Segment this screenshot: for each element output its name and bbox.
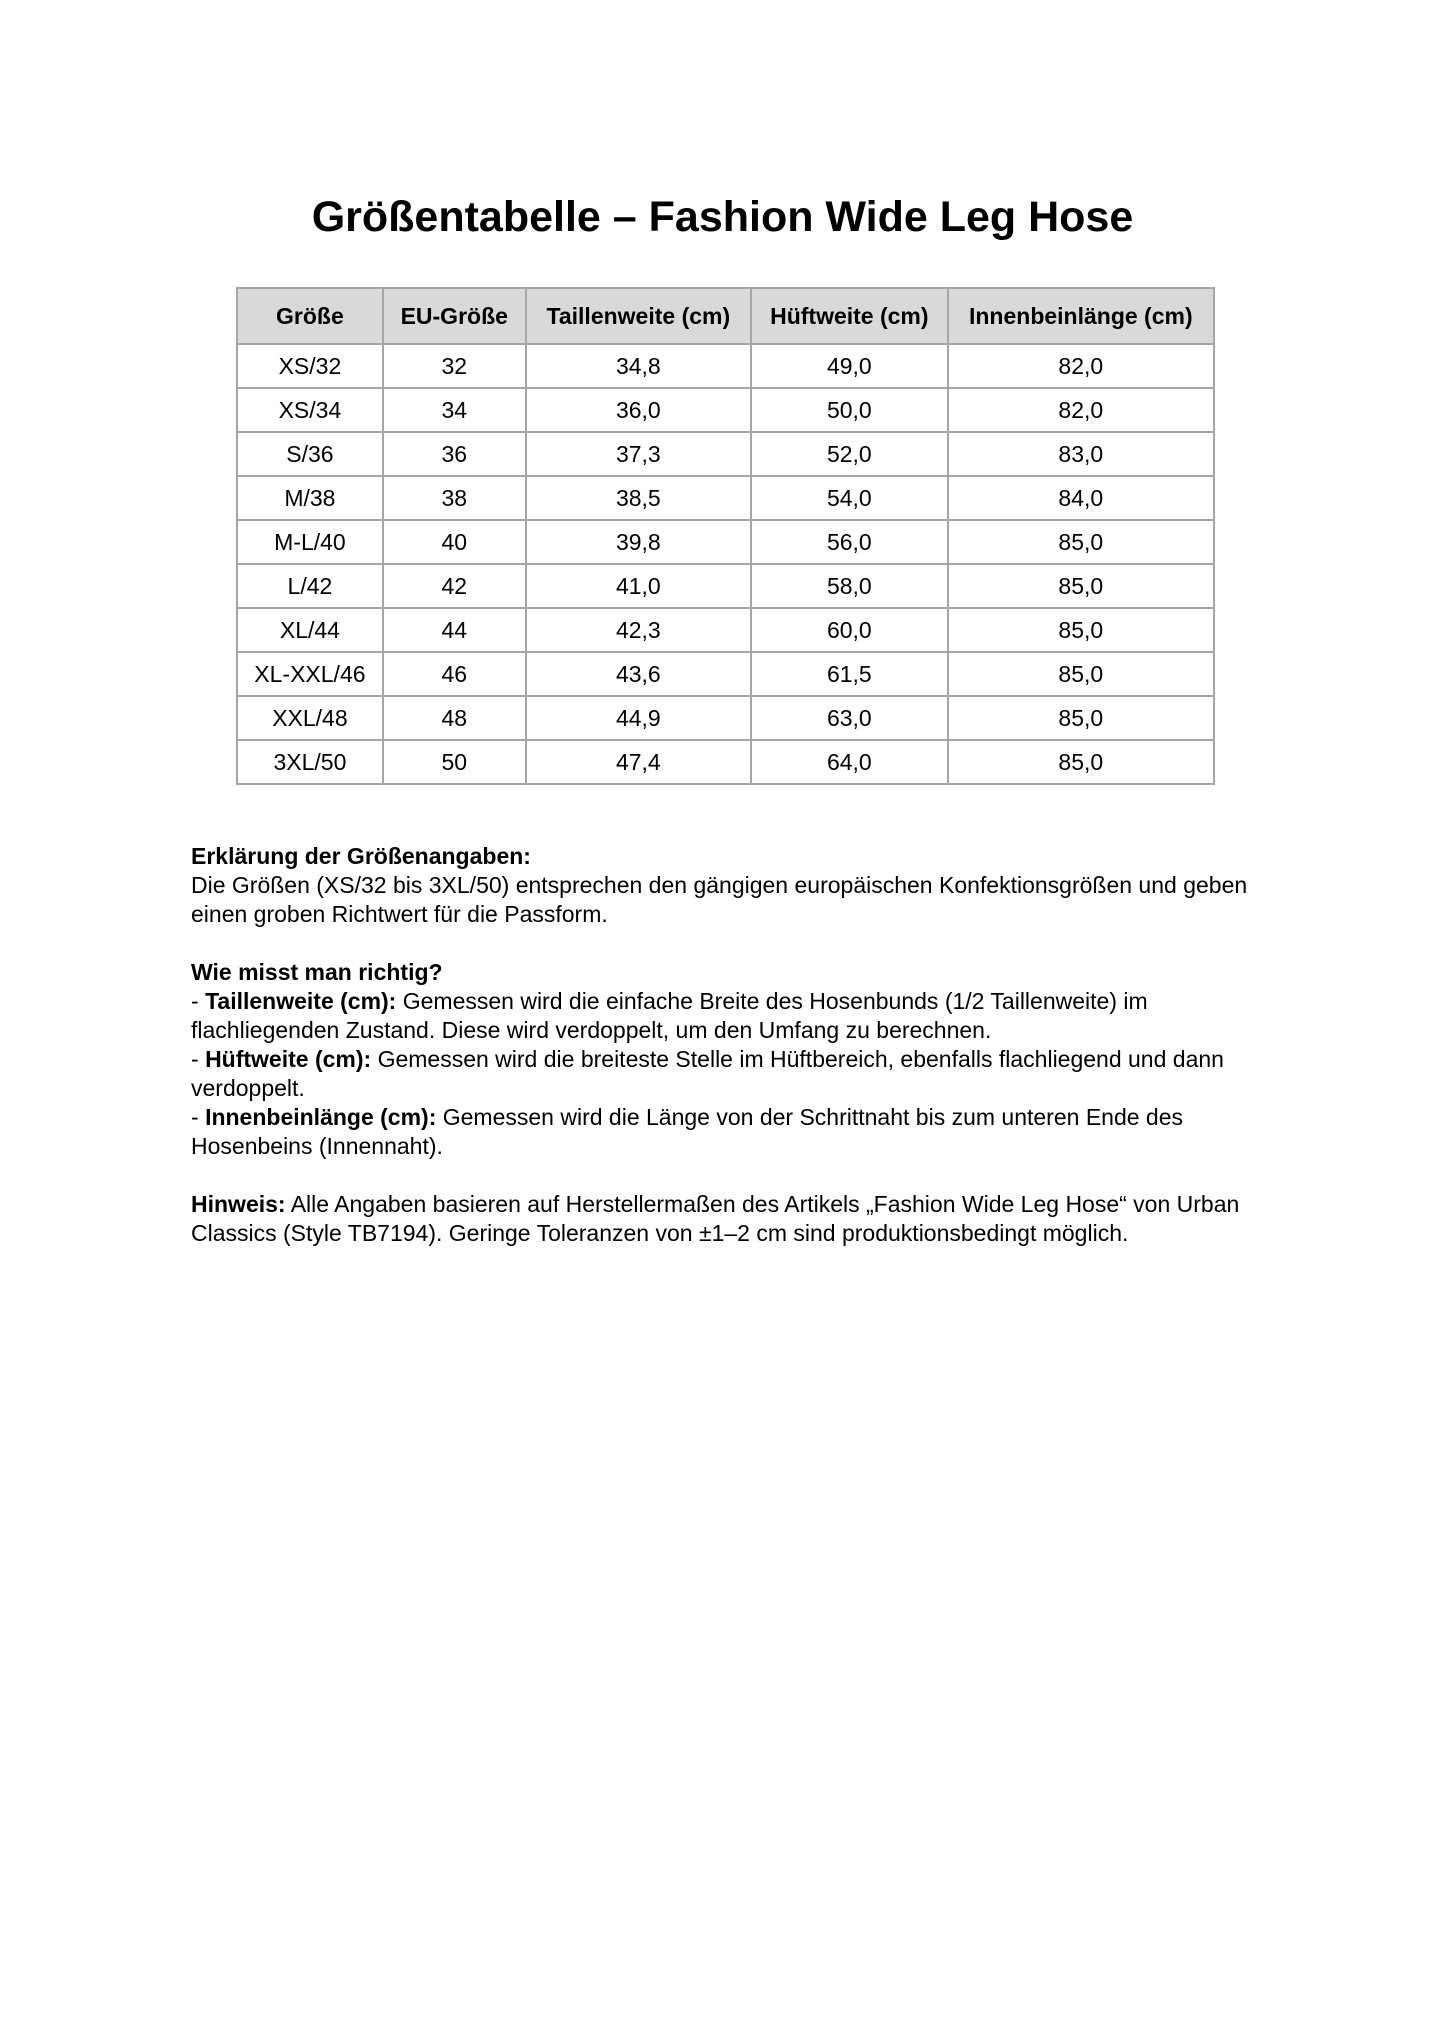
cell-hip: 49,0 [751, 344, 948, 388]
cell-size: L/42 [237, 564, 383, 608]
cell-hip: 52,0 [751, 432, 948, 476]
table-row [237, 476, 1214, 520]
cell-waist: 44,9 [526, 696, 751, 740]
cell-eu-size: 38 [383, 476, 526, 520]
note-text: Alle Angaben basieren auf Herstellermaßen des Artikels „Fashion Wide Leg Hose“ von Urban Classics (Style TB7194). Geringe Toleranzen von ±1–2 cm sind produktionsbedingt möglich. [191, 1191, 1240, 1246]
table-row [237, 344, 1214, 388]
cell-size: 3XL/50 [237, 740, 383, 784]
cell-hip: 60,0 [751, 608, 948, 652]
cell-eu-size: 50 [383, 740, 526, 784]
cell-eu-size: 42 [383, 564, 526, 608]
header-cell-size: Größe [237, 288, 383, 344]
cell-inseam: 82,0 [948, 388, 1214, 432]
cell-waist: 47,4 [526, 740, 751, 784]
measure-item-hip [191, 1045, 1271, 1103]
table-row [237, 520, 1214, 564]
cell-waist: 36,0 [526, 388, 751, 432]
cell-size: XL-XXL/46 [237, 652, 383, 696]
header-cell-hip: Hüftweite (cm) [751, 288, 948, 344]
cell-inseam: 84,0 [948, 476, 1214, 520]
header-cell-waist: Taillenweite (cm) [526, 288, 751, 344]
cell-inseam: 82,0 [948, 344, 1214, 388]
explanation-paragraph [191, 842, 1271, 929]
table-row [237, 388, 1214, 432]
page-title: Größentabelle – Fashion Wide Leg Hose [311, 193, 1134, 241]
table-row [237, 432, 1214, 476]
measure-label-inseam: Innenbeinlänge (cm): [205, 1104, 437, 1130]
measure-label-waist: Taillenweite (cm): [205, 988, 397, 1014]
header-cell-inseam: Innenbeinlänge (cm) [948, 288, 1214, 344]
explanation-heading: Erklärung der Größenangaben: [191, 843, 531, 869]
table-row [237, 740, 1214, 784]
table-row [237, 564, 1214, 608]
cell-hip: 58,0 [751, 564, 948, 608]
cell-inseam: 85,0 [948, 696, 1214, 740]
cell-size: M/38 [237, 476, 383, 520]
cell-inseam: 85,0 [948, 608, 1214, 652]
measure-item-inseam [191, 1103, 1271, 1161]
cell-eu-size: 32 [383, 344, 526, 388]
cell-waist: 43,6 [526, 652, 751, 696]
cell-inseam: 83,0 [948, 432, 1214, 476]
cell-inseam: 85,0 [948, 520, 1214, 564]
explanation-text: Die Größen (XS/32 bis 3XL/50) entsprechen den gängigen europäischen Konfektionsgrößen und geben einen groben Richtwert für die Passform. [191, 872, 1248, 927]
cell-hip: 63,0 [751, 696, 948, 740]
size-table [236, 287, 1215, 785]
cell-eu-size: 48 [383, 696, 526, 740]
size-table-header [237, 288, 1214, 344]
notes-section [191, 842, 1271, 1277]
measure-item-waist [191, 987, 1271, 1045]
note-paragraph [191, 1190, 1271, 1248]
cell-hip: 61,5 [751, 652, 948, 696]
note-label: Hinweis: [191, 1191, 286, 1217]
cell-waist: 37,3 [526, 432, 751, 476]
table-row [237, 696, 1214, 740]
cell-size: M-L/40 [237, 520, 383, 564]
bullet-prefix: - [191, 988, 206, 1014]
cell-size: S/36 [237, 432, 383, 476]
measure-heading: Wie misst man richtig? [191, 959, 443, 985]
cell-hip: 50,0 [751, 388, 948, 432]
cell-inseam: 85,0 [948, 652, 1214, 696]
cell-size: XS/34 [237, 388, 383, 432]
cell-inseam: 85,0 [948, 740, 1214, 784]
measure-text-inseam: Gemessen wird die Länge von der Schrittnaht bis zum unteren Ende des Hosenbeins (Innennaht). [191, 1104, 1184, 1159]
cell-waist: 42,3 [526, 608, 751, 652]
cell-waist: 41,0 [526, 564, 751, 608]
bullet-prefix: - [191, 1104, 206, 1130]
cell-eu-size: 44 [383, 608, 526, 652]
header-cell-eu-size: EU-Größe [383, 288, 526, 344]
cell-hip: 64,0 [751, 740, 948, 784]
cell-size: XS/32 [237, 344, 383, 388]
cell-size: XL/44 [237, 608, 383, 652]
cell-waist: 34,8 [526, 344, 751, 388]
measure-text-waist: Gemessen wird die einfache Breite des Hosenbunds (1/2 Taillenweite) im flachliegenden Zustand. Diese wird verdoppelt, um den Umfang zu berechnen. [191, 988, 1148, 1043]
header-row [237, 288, 1214, 344]
table-row [237, 608, 1214, 652]
cell-eu-size: 36 [383, 432, 526, 476]
table-row [237, 652, 1214, 696]
bullet-prefix: - [191, 1046, 206, 1072]
measure-paragraph [191, 958, 1271, 1161]
size-table-body [237, 344, 1214, 784]
measure-label-hip: Hüftweite (cm): [205, 1046, 372, 1072]
cell-hip: 54,0 [751, 476, 948, 520]
measure-text-hip: Gemessen wird die breiteste Stelle im Hüftbereich, ebenfalls flachliegend und dann verdoppelt. [191, 1046, 1224, 1101]
cell-inseam: 85,0 [948, 564, 1214, 608]
cell-eu-size: 46 [383, 652, 526, 696]
cell-waist: 39,8 [526, 520, 751, 564]
cell-waist: 38,5 [526, 476, 751, 520]
cell-hip: 56,0 [751, 520, 948, 564]
cell-eu-size: 34 [383, 388, 526, 432]
cell-eu-size: 40 [383, 520, 526, 564]
cell-size: XXL/48 [237, 696, 383, 740]
